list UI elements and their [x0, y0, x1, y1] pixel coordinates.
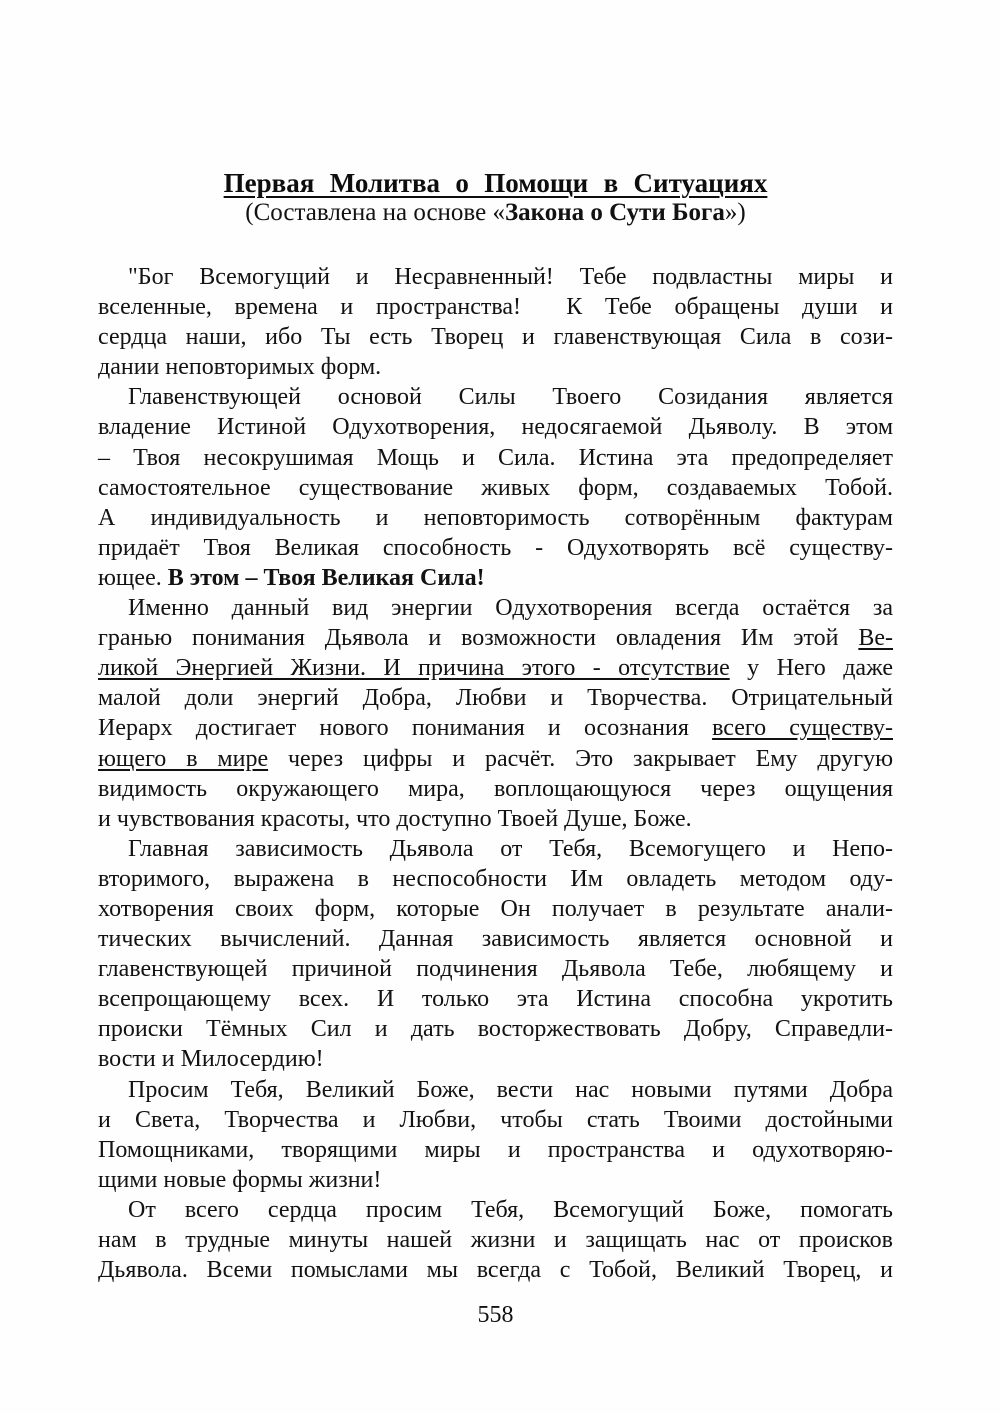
text-run: Иерарх достигает нового понимания и осознания	[98, 715, 713, 742]
text-run: – Твоя несокрушимая Мощь и Сила. Истина эта предопределяет	[98, 444, 893, 471]
text-line	[98, 262, 893, 292]
text-line	[98, 593, 893, 623]
text-run: "Бог Всемогущий и Несравненный! Тебе подвластны миры и	[128, 264, 893, 290]
text-line	[98, 954, 893, 984]
text-line	[98, 1014, 893, 1044]
text-run: щими новые формы жизни!	[98, 1166, 382, 1193]
text-run: Дьявола. Всеми помыслами мы всегда с Тобой, Великий Творец, и	[98, 1257, 893, 1284]
text-line	[98, 894, 893, 924]
text-line	[98, 1255, 893, 1285]
paragraph	[98, 1075, 893, 1195]
text-line	[98, 1044, 893, 1074]
text-run: происки Тёмных Сил и дать восторжествовать Добру, Справедли-	[98, 1016, 893, 1043]
text-line	[98, 322, 893, 352]
text-run: придаёт Твоя Великая способность - Одухотворять всё существу-	[98, 534, 893, 561]
text-run: малой доли энергий Добра, Любви и Творчества. Отрицательный	[98, 685, 893, 712]
text-run: владение Истиной Одухотворения, недосягаемой Дьяволу. В этом	[98, 414, 893, 441]
text-line	[98, 804, 893, 834]
prayer-text	[98, 262, 893, 1285]
text-run: сердца наши, ибо Ты есть Творец и главенствующая Сила в сози-	[98, 324, 893, 351]
text-line	[98, 1195, 893, 1225]
text-line	[98, 924, 893, 954]
text-line	[98, 1075, 893, 1105]
text-run: тических вычислений. Данная зависимость является основной и	[98, 926, 893, 953]
text-run: самостоятельное существование живых форм, создаваемых Тобой.	[98, 474, 893, 501]
paragraph	[98, 834, 893, 1075]
text-run: нам в трудные минуты нашей жизни и защищать нас от происков	[98, 1227, 893, 1253]
subtitle-bold-phrase: Закона о Сути Бога	[504, 199, 725, 226]
paragraph	[98, 1195, 893, 1285]
text-line	[98, 503, 893, 533]
text-run: А индивидуальность и неповторимость сотворённым фактурам	[98, 504, 893, 531]
text-run: хотворения своих форм, которые Он получает в результате анали-	[98, 895, 893, 922]
text-run: Просим Тебя, Великий Боже, вести нас новыми путями Добра	[128, 1076, 893, 1103]
text-run: главенствующей причиной подчинения Дьявола Тебе, любящему и	[98, 956, 893, 983]
text-line	[98, 352, 893, 382]
text-line	[98, 713, 893, 743]
text-line	[98, 1165, 893, 1195]
page-number: 558	[477, 1302, 514, 1328]
text-run: видимость окружающего мира, воплощающуюся через ощущения	[98, 775, 893, 802]
text-line	[98, 623, 893, 653]
page-subtitle	[98, 198, 893, 228]
text-column	[98, 0, 893, 1285]
text-run: ющее.	[98, 564, 168, 591]
text-run: дании неповторимых форм.	[98, 354, 382, 381]
text-run: вторимого, выражена в неспособности Им овладеть методом оду-	[98, 865, 893, 892]
bold-text: В этом – Твоя Великая Сила!	[167, 564, 485, 591]
text-line	[98, 1225, 893, 1255]
text-line	[98, 382, 893, 412]
text-line	[98, 834, 893, 864]
text-line	[98, 563, 893, 593]
text-run: всепрощающему всех. И только эта Истина способна укротить	[98, 986, 893, 1013]
text-line	[98, 473, 893, 503]
underlined-text: всего существу-	[712, 715, 893, 742]
text-line	[98, 744, 893, 774]
text-run: вселенные, времена и пространства! К Тебе обращены души и	[98, 294, 893, 321]
text-run: через цифры и расчёт. Это закрывает Ему другую	[268, 745, 893, 772]
text-line	[98, 412, 893, 442]
text-line	[98, 533, 893, 563]
text-run: и чувствования красоты, что доступно Твоей Душе, Боже.	[98, 805, 692, 832]
subtitle-suffix: »)	[724, 199, 746, 226]
page-title: Первая Молитва о Помощи в Ситуациях	[223, 168, 768, 198]
text-line	[98, 864, 893, 894]
underlined-text: Ве-	[858, 625, 893, 652]
paragraph	[98, 262, 893, 382]
subtitle-prefix: (Составлена на основе «	[245, 199, 505, 226]
text-run: и Света, Творчества и Любви, чтобы стать Твоими достойными	[98, 1106, 893, 1133]
text-line	[98, 774, 893, 804]
text-line	[98, 653, 893, 683]
text-run: Главная зависимость Дьявола от Тебя, Всемогущего и Непо-	[128, 835, 893, 862]
text-run: Главенствующей основой Силы Твоего Созидания является	[128, 384, 893, 411]
text-line	[98, 1135, 893, 1165]
text-line	[98, 292, 893, 322]
text-run: От всего сердца просим Тебя, Всемогущий Боже, помогать	[128, 1196, 893, 1223]
text-line	[98, 683, 893, 713]
text-run: Помощниками, творящими миры и пространства и одухотворяю-	[98, 1136, 893, 1163]
underlined-text: ликой Энергией Жизни. И причина этого - отсутствие	[98, 655, 730, 682]
text-line	[98, 984, 893, 1014]
text-line	[98, 443, 893, 473]
text-run: гранью понимания Дьявола и возможности овладения Им этой	[98, 625, 859, 652]
paragraph	[98, 593, 893, 834]
text-run: Именно данный вид энергии Одухотворения всегда остаётся за	[128, 595, 893, 622]
paragraph	[98, 382, 893, 593]
underlined-text: ющего в мире	[98, 745, 269, 772]
text-line	[98, 1105, 893, 1135]
text-run: вости и Милосердию!	[98, 1046, 324, 1073]
text-run: у Него даже	[729, 655, 893, 682]
